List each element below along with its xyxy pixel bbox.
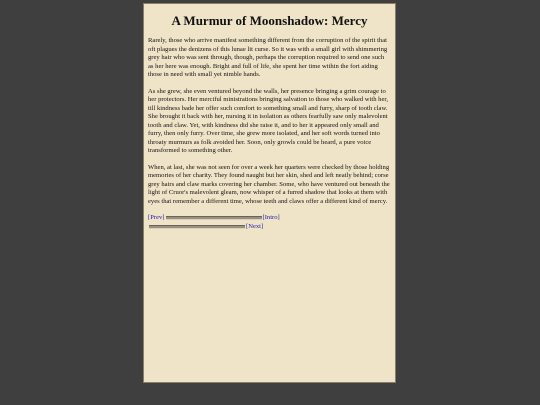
story-navigation bbox=[148, 214, 391, 231]
next-link[interactable]: [Next] bbox=[246, 222, 264, 230]
intro-link[interactable]: [Intro] bbox=[262, 214, 280, 221]
prev-bracket-open: [ bbox=[148, 214, 151, 221]
nav-divider bbox=[149, 225, 245, 229]
nav-row-top bbox=[148, 214, 391, 223]
nav-divider bbox=[166, 216, 262, 220]
prev-link[interactable]: Prev bbox=[150, 214, 163, 221]
story-paragraph-1: Rarely, those who arrive manifest something different from the corruption of the spirit that oft plagues the denizens of this lunae lit curse. So it was with a small girl with shimmering grey hair who was sent through, though, perhaps the corruption required to send one such as her here was enough. Bright and full of life, she spent her time within the fort aiding those in need with small yet nimble hands. bbox=[148, 37, 388, 78]
prev-bracket-close: ] bbox=[162, 214, 165, 221]
story-page bbox=[143, 3, 396, 383]
story-paragraph-3: When, at last, she was not seen for over a week her quarters were checked by those holding memories of her charity. They found naught but her skin, shed and left neatly behind; corse grey hairs and claw marks covering her chamber. Some, who have ventured out beneath the light of Cruor's malevolent gleam, now whisper of a furred shadow that looks at them with eyes that remember a different time, whose teeth and claws offer a different kind of mercy. bbox=[148, 163, 390, 205]
nav-row-bottom bbox=[148, 223, 391, 232]
story-paragraph-2: As she grew, she even ventured beyond the walls, her presence bringing a grim courage to her protectors. Her merciful ministrations bringing salvation to those who walked with her, till kindness bade her offer such comfort to something small and furry, sharp of tooth claw. She brought it back with her, nursing it in isolation as others fearfully saw only malevolent tooth and claw. Yet, with kindness did she raise it, and to her it appeared only small and furry, then only furry. Over time, she grew more isolated, and her soft words turned into throaty murmurs as folk avoided her. Soon, only growls could be heard, a pure voice transformed to something other. bbox=[148, 87, 388, 154]
page-title: A Murmur of Moonshadow: Mercy bbox=[171, 13, 368, 28]
